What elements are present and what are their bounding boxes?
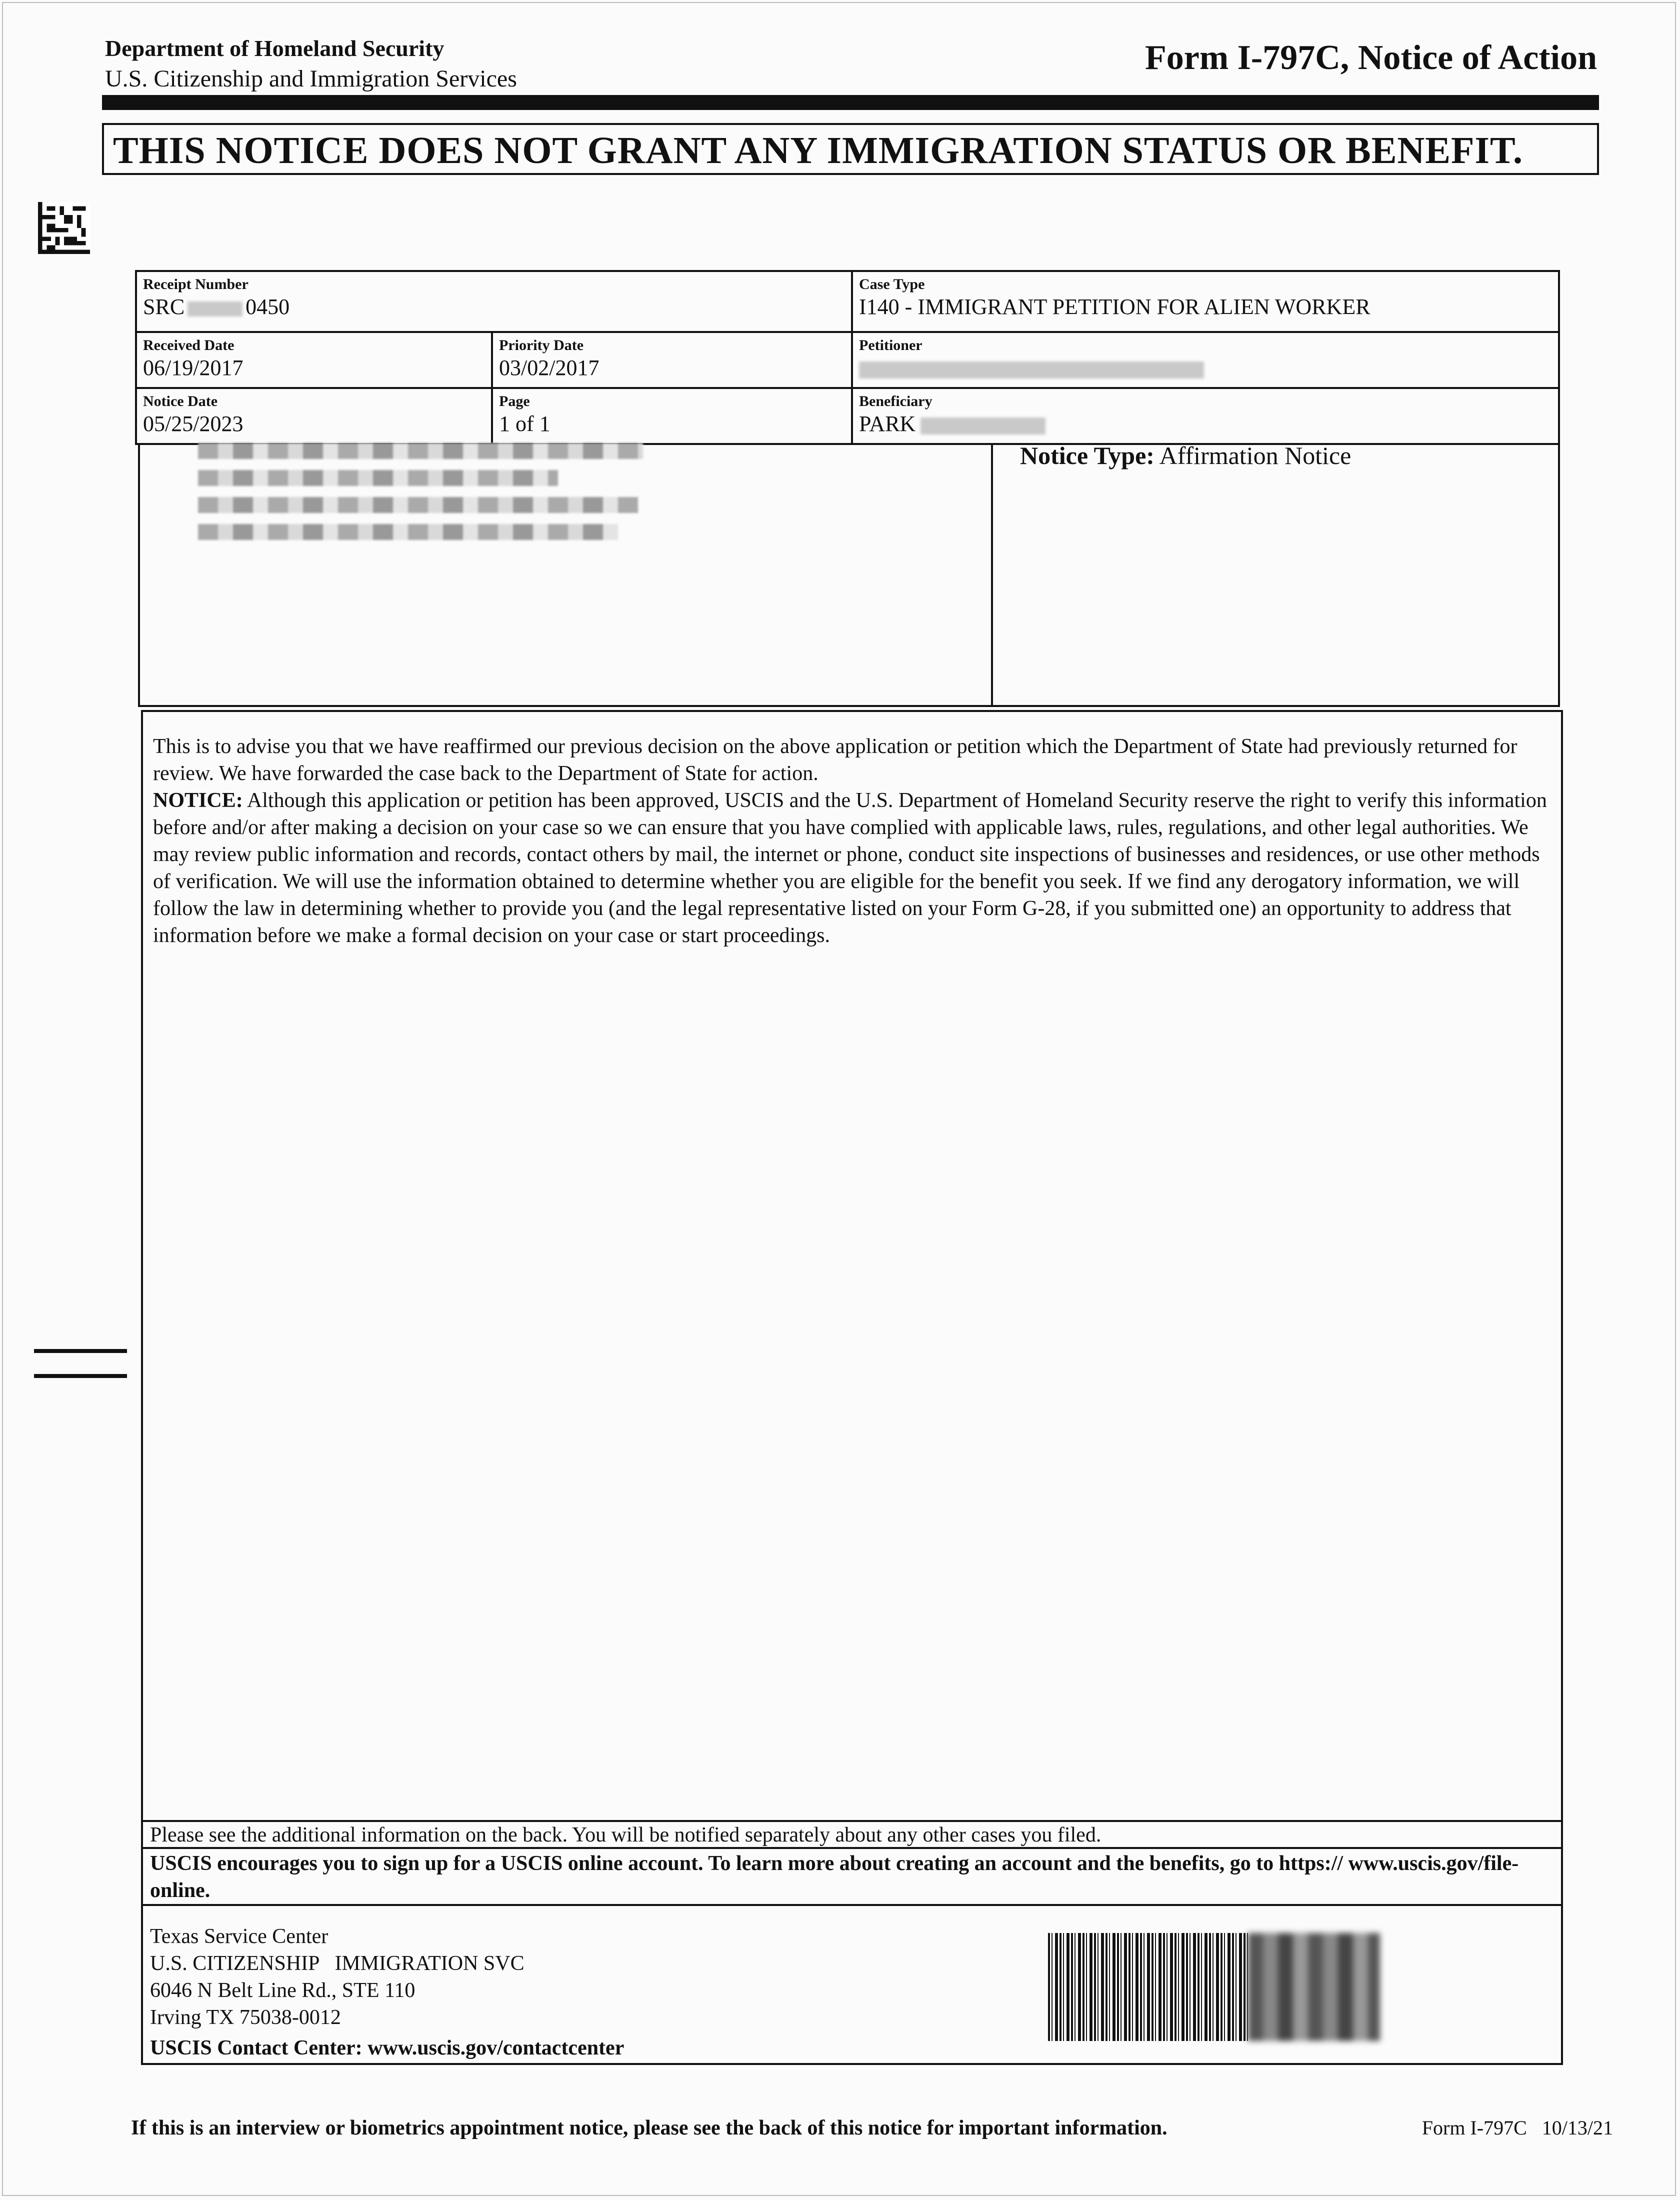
header-rule [102,95,1599,110]
footer-form-id: Form I-797C 10/13/21 [1422,2116,1613,2139]
additional-info: Please see the additional information on the back. You will be notified separately about any other cases you filed. [150,1824,1102,1846]
case-type-cell [851,270,1560,333]
fold-mark [34,1374,127,1378]
body-paragraph-1: This is to advise you that we have reaffirmed our previous decision on the above application or petition which the Department of State had previously returned for review. We have forwarded the case back to the Department of State for action. [153,735,1518,785]
priority-date-label: Priority Date [499,337,584,354]
contact-center: USCIS Contact Center: www.uscis.gov/contactcenter [150,2036,624,2060]
case-type-label: Case Type [859,276,925,292]
divider [143,1847,1561,1849]
page-label: Page [499,393,530,410]
barcode-redacted [1248,1933,1380,2041]
petitioner-label: Petitioner [859,337,922,354]
notice-type: Notice Type: Affirmation Notice [1020,442,1352,470]
online-account-message: USCIS encourages you to sign up for a USCIS online account. To learn more about creating an account and the benefits, go to https:// www.uscis.gov/file-online. [150,1852,1519,1902]
qr-code-icon [37,202,91,254]
receipt-number-label: Receipt Number [143,276,248,292]
footer-note: If this is an interview or biometrics appointment notice, please see the back of this notice for important information. [131,2116,1168,2140]
petitioner-cell [851,331,1560,389]
body-notice-paragraph: NOTICE: Although this application or petition has been approved, USCIS and the U.S. Department of Homeland Security reserve the right to verify this information before and/or after making a decision on your case so we can ensure that you have complied with applicable laws, rules, regulations, and other legal authorities. We may review public information and records, contact others by mail, the internet or phone, conduct site inspections of businesses and residences, or use other methods of verification. We will use the information obtained to determine whether you are eligible for the benefit you seek. If we find any derogatory information, we will follow the law in determining whether to provide you (and the legal representative listed on your Form G-28, if you submitted one) an opportunity to address that information before we make a formal decision on your case or start proceedings. [153,789,1547,947]
receipt-number-cell [135,270,853,333]
warning-box [102,123,1599,175]
receipt-number-value: SRC 0450 [143,294,290,319]
beneficiary-label: Beneficiary [859,393,932,410]
notice-body [153,733,1558,949]
fold-mark [34,1349,127,1353]
priority-date-value: 03/02/2017 [499,356,600,380]
beneficiary-cell [851,387,1560,445]
case-type-value: I140 - IMMIGRANT PETITION FOR ALIEN WORKER [859,294,1370,319]
received-date-cell [135,331,493,389]
agency-name: U.S. Citizenship and Immigration Services [105,66,517,92]
barcode-icon [1048,1933,1248,2041]
notice-date-cell [135,387,493,445]
notice-date-value: 05/25/2023 [143,412,244,436]
received-date-label: Received Date [143,337,234,354]
page-cell [491,387,853,445]
notice-type-box [991,443,1560,707]
priority-date-cell [491,331,853,389]
beneficiary-value: PARK [859,411,1046,436]
form-title: Form I-797C, Notice of Action [1145,38,1597,77]
petitioner-value-redacted [859,355,1204,380]
page-value: 1 of 1 [499,412,550,436]
service-center-address: Texas Service Center U.S. CITIZENSHIP IMMIGRATION SVC 6046 N Belt Line Rd., STE 110 Irving TX 75038-0012 [150,1925,524,2029]
notice-date-label: Notice Date [143,393,218,410]
received-date-value: 06/19/2017 [143,356,244,380]
divider [143,1904,1561,1906]
mailing-address-redacted [198,443,643,568]
department-name: Department of Homeland Security [105,36,444,61]
warning-text: THIS NOTICE DOES NOT GRANT ANY IMMIGRATION STATUS OR BENEFIT. [113,130,1524,172]
divider [143,1820,1561,1822]
